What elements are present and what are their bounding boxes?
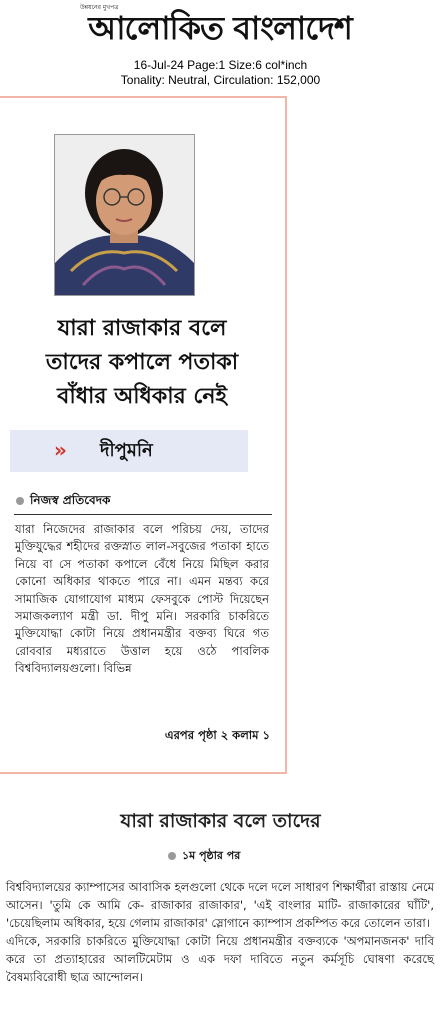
- reporter-label: নিজস্ব প্রতিবেদক: [30, 493, 111, 507]
- meta-tonality: Tonality: Neutral, Circulation: 152,000: [120, 73, 321, 87]
- headline-line: তাদের কপালে পতাকা: [45, 350, 239, 375]
- bullet-dot-icon: [16, 497, 24, 505]
- masthead: [0, 0, 441, 56]
- article-headline: [14, 312, 270, 414]
- bullet-dot-icon: [168, 852, 176, 860]
- portrait-photo: [54, 134, 195, 296]
- byline-banner: [10, 430, 248, 472]
- double-chevron-right-icon: »: [54, 438, 67, 462]
- portrait-illustration: [55, 135, 194, 295]
- article-body: যারা নিজেদের রাজাকার বলে পরিচয় দেয়, তাদের মুক্তিযুদ্ধের শহীদের রক্তস্নাত লাল-সবুজের পতাকা হাতে নিয়ে বা সে পতাকা কপালে বেঁধে নিয়ে মিছিল করার কোনো অধিকার থাকতে পারে না। এমন মন্তব্য করে সামাজিক যোগাযোগ মাধ্যম ফেসবুকে পোস্ট দিয়েছেন সমাজকল্যাণ মন্ত্রী ডা. দীপু মনি। সরকারি চাকরিতে মুক্তিযোদ্ধা কোটা নিয়ে প্রধানমন্ত্রীর বক্তব্য ঘিরে গত রোববার মধ্যরাতে উত্তাল হয়ে ওঠে পাবলিক বিশ্ববিদ্যালয়গুলো। বিভিন্ন: [15, 522, 269, 676]
- masthead-tagline: উন্নয়নের মুখপত্র: [80, 4, 119, 11]
- continued-from: [168, 848, 240, 864]
- continuation-body: [6, 878, 434, 986]
- continuation-paragraph: বিশ্ববিদ্যালয়ের ক্যাম্পাসের আবাসিক হলগুলো থেকে দলে দলে সাধারণ শিক্ষার্থীরা রাস্তায় নেমে আসেন। 'তুমি কে আমি কে- রাজাকার রাজাকার', 'এই বাংলার মাটি- রাজাকারের ঘাঁটি', 'চেয়েছিলাম অধিকার, হয়ে গেলাম রাজাকার' স্লোগানে ক্যাম্পাস প্রকম্পিত করে তোলেন তারা।: [6, 880, 434, 930]
- divider: [14, 514, 272, 515]
- byline-name: দীপুমনি: [100, 440, 153, 461]
- headline-line: যারা রাজাকার বলে: [57, 316, 227, 341]
- continuation-paragraph: এদিকে, সরকারি চাকরিতে মুক্তিযোদ্ধা কোটা নিয়ে প্রধানমন্ত্রীর বক্তব্যকে 'অপমানজনক' দাবি করে তা প্রত্যাহারের আলটিমেটাম ও এক দফা দাবিতে নতুন কর্মসূচি ঘোষণা করেছে বৈষম্যবিরোধী ছাত্র আন্দোলন।: [6, 934, 434, 984]
- masthead-logo: আলোকিত বাংলাদেশ: [88, 9, 352, 47]
- meta-date-size: 16-Jul-24 Page:1 Size:6 col*inch: [133, 58, 308, 72]
- clipping-meta: [0, 58, 441, 88]
- continued-from-label: ১ম পৃষ্ঠার পর: [182, 849, 241, 862]
- headline-line: বাঁধার অধিকার নেই: [57, 384, 227, 409]
- continued-on-page: এরপর পৃষ্ঠা ২ কলাম ১: [164, 728, 270, 742]
- reporter-credit: [16, 492, 110, 508]
- continuation-headline: যারা রাজাকার বলে তাদের: [120, 810, 321, 832]
